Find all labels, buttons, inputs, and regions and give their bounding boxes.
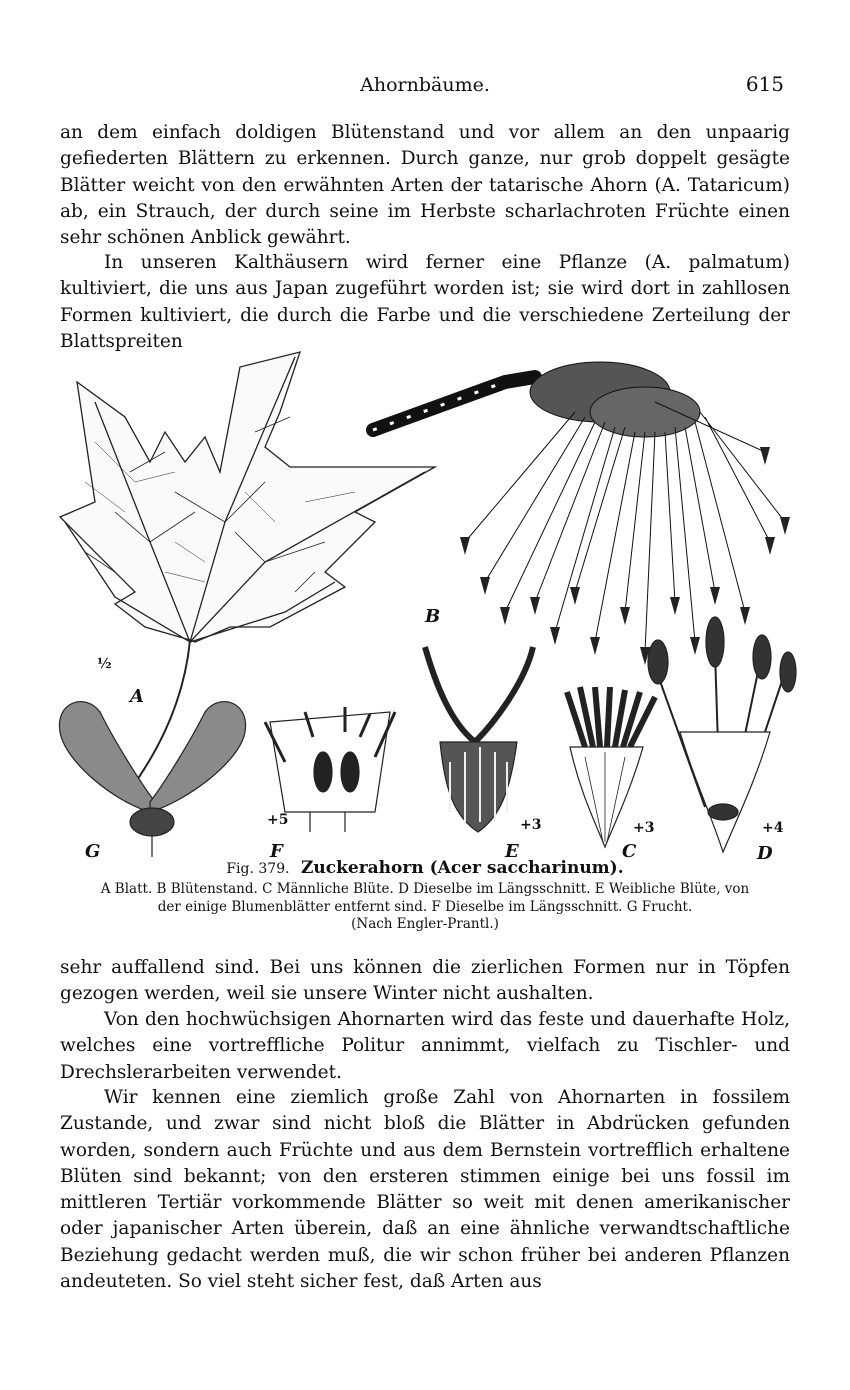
legend-source: (Nach Engler-Prantl.) [351,916,499,932]
paragraph-wood: Von den hochwüchsigen Ahornarten wird das feste und dauerhafte Holz, welches eine vortreffliche Politur annimmt, vielfach zu Tischler- und Drechslerarbeiten verwendet. [60,1009,790,1083]
scale-a: ½ [97,656,112,672]
paragraph-continuation: an dem einfach doldigen Blütenstand und vor allem an den unpaarig gefiederten Blättern zu erkennen. Durch ganze, nur grob doppelt gesägte Blätter weicht von den erwähnten Arten der tatarische Ahorn (A. Tataricum) ab, ein Strauch, der durch seine im Herbste scharlachroten Früchte einen sehr schönen Anblick gewährt. [60,122,790,249]
label-a: A [130,686,144,707]
female-flower-drawing [425,647,533,832]
botanical-illustration [55,342,800,862]
running-header [60,70,790,100]
figure-number: Fig. 379. [226,861,290,877]
label-d: D [757,843,773,862]
figure-legend [60,881,790,934]
figure-title: Zuckerahorn (Acer saccharinum). [300,858,624,878]
caption-title-line [60,858,790,878]
label-c: C [622,841,637,862]
samara-drawing [59,702,245,857]
paragraph-winter: sehr auffallend sind. Bei uns können die zierlichen Formen nur in Töpfen gezogen werden, weil sie unsere Winter nicht aushalten. [60,957,790,1005]
scale-f: +5 [267,812,289,828]
label-g: G [85,841,101,862]
paragraph-fossil: Wir kennen eine ziemlich große Zahl von Ahornarten in fossilem Zustande, und zwar sind nicht bloß die Blätter in Abdrücken gefunden worden, sondern auch Früchte und aus dem Bernstein vortrefflich erhaltene Blüten sind bekannt; von den ersteren stimmen einige bei uns fossil im mittleren Tertiär vorkommende Blätter so weit mit denen amerikanischer oder japanischer Arten überein, daß an eine ähnliche verwandtschaftliche Beziehung gedacht werden muß, die wir schon früher bei anderen Pflanzen andeuteten. So viel steht sicher fest, daß Arten aus [60,1087,790,1293]
running-title: Ahornbäume. [360,74,490,96]
scale-c: +3 [633,820,655,836]
legend-line: A Blatt. B Blütenstand. C Männliche Blüte. D Dieselbe im Längsschnitt. E Weibliche Blüte, von [100,881,750,897]
label-f: F [270,841,283,862]
scale-e: +3 [520,817,542,833]
label-b: B [425,606,441,627]
legend-line: der einige Blumenblätter entfernt sind. F Dieselbe im Längsschnitt. G Frucht. [157,898,693,915]
inflorescence-flowers [460,447,790,665]
label-e: E [505,841,519,862]
page-number: 615 [745,72,784,96]
scale-d: +4 [762,820,784,836]
male-section-drawing [648,617,796,852]
paragraph-palmatum: In unseren Kalthäusern wird ferner eine Pflanze (A. palmatum) kultiviert, die uns aus Japan zugeführt worden ist; sie wird dort in zahllosen Formen kultiviert, die durch die Farbe und die verschiedene Zerteilung der Blattspreiten [60,252,790,352]
figure-caption [60,858,790,934]
